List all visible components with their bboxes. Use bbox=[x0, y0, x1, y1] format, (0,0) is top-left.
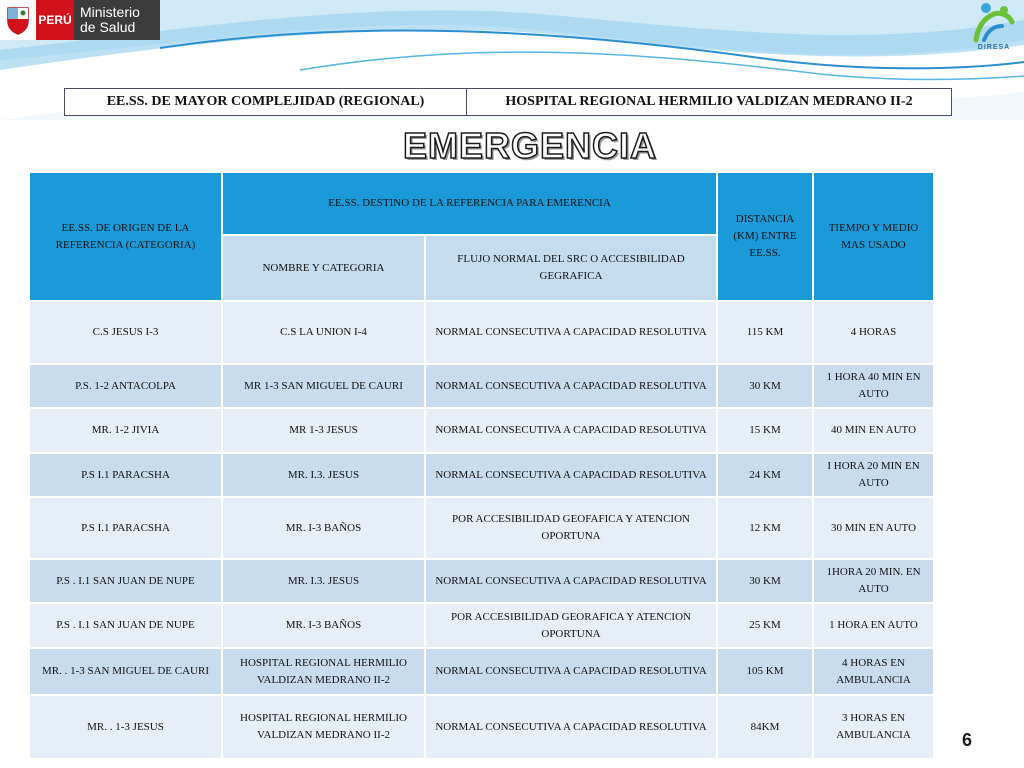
cell-origin: C.S JESUS I-3 bbox=[29, 301, 222, 364]
diresa-logo bbox=[964, 0, 1024, 60]
cell-origin: MR. . 1-3 SAN MIGUEL DE CAURI bbox=[29, 648, 222, 695]
minsa-logo bbox=[0, 0, 160, 40]
table-row bbox=[29, 301, 934, 364]
cell-distance: 24 KM bbox=[717, 453, 813, 497]
cell-flow: POR ACCESIBILIDAD GEOFAFICA Y ATENCION OPORTUNA bbox=[425, 497, 717, 559]
peru-coat-of-arms-icon bbox=[0, 0, 36, 40]
cell-distance: 12 KM bbox=[717, 497, 813, 559]
cell-time: 3 HORAS EN AMBULANCIA bbox=[813, 695, 934, 759]
cell-time: 1HORA 20 MIN. EN AUTO bbox=[813, 559, 934, 603]
cell-origin: MR. 1-2 JIVIA bbox=[29, 408, 222, 453]
cell-distance: 15 KM bbox=[717, 408, 813, 453]
table-row bbox=[29, 648, 934, 695]
table-row bbox=[29, 603, 934, 648]
diresa-emblem-icon bbox=[964, 0, 1024, 44]
cell-distance: 30 KM bbox=[717, 364, 813, 408]
header-banner bbox=[64, 88, 952, 116]
cell-destination: HOSPITAL REGIONAL HERMILIO VALDIZAN MEDRANO II-2 bbox=[222, 648, 425, 695]
cell-flow: NORMAL CONSECUTIVA A CAPACIDAD RESOLUTIVA bbox=[425, 559, 717, 603]
cell-distance: 84KM bbox=[717, 695, 813, 759]
referral-table bbox=[28, 171, 935, 760]
table-row bbox=[29, 497, 934, 559]
table-body bbox=[29, 301, 934, 759]
de-salud-line: de Salud bbox=[80, 19, 136, 35]
cell-destination: MR. I.3. JESUS bbox=[222, 559, 425, 603]
header-distance: DISTANCIA (KM) ENTRE EE.SS. bbox=[717, 172, 813, 301]
table-row bbox=[29, 559, 934, 603]
header-flow: FLUJO NORMAL DEL SRC O ACCESIBILIDAD GEGRAFICA bbox=[425, 235, 717, 301]
cell-flow: NORMAL CONSECUTIVA A CAPACIDAD RESOLUTIVA bbox=[425, 453, 717, 497]
cell-flow: NORMAL CONSECUTIVA A CAPACIDAD RESOLUTIVA bbox=[425, 648, 717, 695]
cell-origin: P.S . I.1 SAN JUAN DE NUPE bbox=[29, 603, 222, 648]
diresa-caption: DIRESA bbox=[977, 44, 1011, 51]
cell-origin: P.S . I.1 SAN JUAN DE NUPE bbox=[29, 559, 222, 603]
cell-time: 4 HORAS EN AMBULANCIA bbox=[813, 648, 934, 695]
cell-destination: MR. I-3 BAÑOS bbox=[222, 497, 425, 559]
cell-distance: 30 KM bbox=[717, 559, 813, 603]
cell-origin: MR. . 1-3 JESUS bbox=[29, 695, 222, 759]
header-destination-group: EE.SS. DESTINO DE LA REFERENCIA PARA EMERENCIA bbox=[222, 172, 717, 235]
cell-destination: MR. I.3. JESUS bbox=[222, 453, 425, 497]
cell-origin: P.S. 1-2 ANTACOLPA bbox=[29, 364, 222, 408]
header-time: TIEMPO Y MEDIO MAS USADO bbox=[813, 172, 934, 301]
peru-label: PERÚ bbox=[36, 0, 74, 40]
cell-flow: NORMAL CONSECUTIVA A CAPACIDAD RESOLUTIVA bbox=[425, 695, 717, 759]
header-origin: EE.SS. DE ORIGEN DE LA REFERENCIA (CATEGORIA) bbox=[29, 172, 222, 301]
ministerio-de-salud-label bbox=[74, 0, 160, 40]
slide-number: 6 bbox=[961, 730, 972, 750]
cell-distance: 105 KM bbox=[717, 648, 813, 695]
ministerio-line: Ministerio bbox=[80, 4, 140, 20]
cell-origin: P.S I.1 PARACSHA bbox=[29, 453, 222, 497]
cell-flow: NORMAL CONSECUTIVA A CAPACIDAD RESOLUTIVA bbox=[425, 301, 717, 364]
cell-destination: MR 1-3 JESUS bbox=[222, 408, 425, 453]
cell-time: 1 HORA 40 MIN EN AUTO bbox=[813, 364, 934, 408]
table-row bbox=[29, 408, 934, 453]
cell-destination: C.S LA UNION I-4 bbox=[222, 301, 425, 364]
table-row bbox=[29, 695, 934, 759]
cell-time: I HORA 20 MIN EN AUTO bbox=[813, 453, 934, 497]
cell-time: 30 MIN EN AUTO bbox=[813, 497, 934, 559]
table-row bbox=[29, 364, 934, 408]
cell-origin: P.S I.1 PARACSHA bbox=[29, 497, 222, 559]
cell-flow: POR ACCESIBILIDAD GEORAFICA Y ATENCION OPORTUNA bbox=[425, 603, 717, 648]
page-title: EMERGENCIA bbox=[402, 125, 658, 166]
cell-destination: MR. I-3 BAÑOS bbox=[222, 603, 425, 648]
cell-time: 1 HORA EN AUTO bbox=[813, 603, 934, 648]
cell-destination: HOSPITAL REGIONAL HERMILIO VALDIZAN MEDRANO II-2 bbox=[222, 695, 425, 759]
cell-time: 4 HORAS bbox=[813, 301, 934, 364]
cell-distance: 115 KM bbox=[717, 301, 813, 364]
header-right-label: HOSPITAL REGIONAL HERMILIO VALDIZAN MEDRANO II-2 bbox=[505, 94, 913, 109]
cell-time: 40 MIN EN AUTO bbox=[813, 408, 934, 453]
table-row bbox=[29, 453, 934, 497]
cell-flow: NORMAL CONSECUTIVA A CAPACIDAD RESOLUTIVA bbox=[425, 408, 717, 453]
header-name-category: NOMBRE Y CATEGORIA bbox=[222, 235, 425, 301]
cell-distance: 25 KM bbox=[717, 603, 813, 648]
cell-flow: NORMAL CONSECUTIVA A CAPACIDAD RESOLUTIVA bbox=[425, 364, 717, 408]
header-left-label: EE.SS. DE MAYOR COMPLEJIDAD (REGIONAL) bbox=[65, 89, 467, 115]
cell-destination: MR 1-3 SAN MIGUEL DE CAURI bbox=[222, 364, 425, 408]
